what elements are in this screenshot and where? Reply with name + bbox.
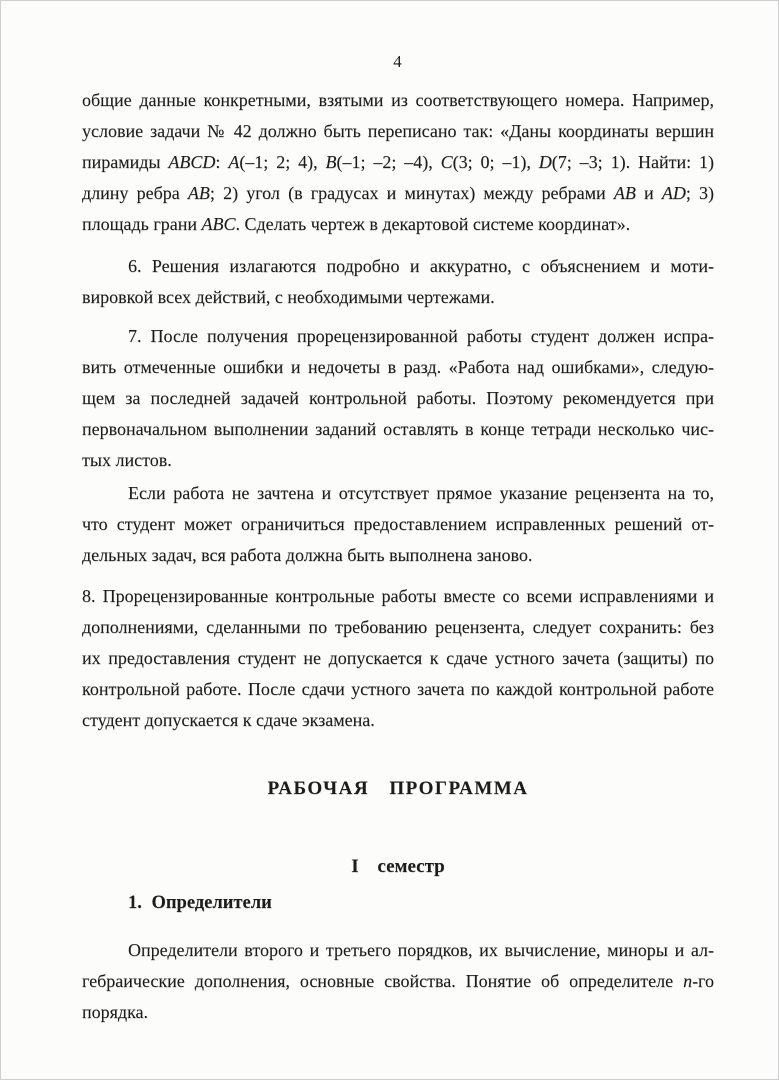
text-line: тых листов.: [82, 450, 172, 470]
text-line: 7. После получения прорецензированной работы студент должен испра-: [128, 326, 714, 346]
text-line: дополнениями, сделанными по требованию рецензента, следует сохранить: без: [82, 617, 714, 637]
paragraph-determinants-description: [82, 935, 714, 1028]
text-line: 6. Решения излагаются подробно и аккуратно, с объяснением и моти-: [128, 256, 714, 276]
text-line: дельных задач, вся работа должна быть выполнена заново.: [82, 545, 533, 565]
text-line: студент допускается к сдаче экзамена.: [82, 710, 375, 730]
text-line: что студент может ограничиться предоставлением исправленных решений от-: [82, 514, 714, 534]
text-line: 8. Прорецензированные контрольные работы вместе со всеми исправлениями и: [82, 586, 714, 606]
heading-semester-1: I семестр: [351, 856, 445, 877]
text-line: вировкой всех действий, с необходимыми чертежами.: [82, 287, 495, 307]
text-line: пирамиды ABCD: A(–1; 2; 4), B(–1; –2; –4), C(3; 0; –1), D(7; –3; 1). Найти: 1): [82, 152, 714, 172]
text-line: первоначальном выполнении заданий оставлять в конце тетради несколько чис-: [82, 419, 714, 439]
text-line: общие данные конкретными, взятыми из соответствующего номера. Например,: [82, 90, 714, 110]
heading-work-program: РАБОЧАЯ ПРОГРАММА: [267, 778, 529, 799]
text-line: вить отмеченные ошибки и недочеты в разд. «Работа над ошибками», следую-: [82, 357, 714, 377]
text-line: их предоставления студент не допускается к сдаче устного зачета (защиты) по: [82, 648, 714, 668]
text-line: контрольной работе. После сдачи устного зачета по каждой контрольной работе: [82, 679, 714, 699]
text-line: щем за последней задачей контрольной работы. Поэтому рекомендуется при: [82, 388, 714, 408]
paragraph-item-8: [82, 581, 714, 736]
paragraph-item-6: [82, 251, 714, 313]
heading-section-1-determinants: 1. Определители: [128, 893, 272, 913]
paragraph-intro-continuation: [82, 85, 714, 240]
text-line: длину ребра AB; 2) угол (в градусах и минутах) между ребрами AB и AD; 3): [82, 183, 714, 203]
paragraph-item-7: [82, 321, 714, 476]
text-line: гебраические дополнения, основные свойства. Понятие об определителе n-го: [82, 971, 714, 991]
text-line: порядка.: [82, 1002, 149, 1022]
text-line: условие задачи № 42 должно быть переписано так: «Даны координаты вершин: [82, 121, 714, 141]
text-line: Если работа не зачтена и отсутствует прямое указание рецензента на то,: [128, 483, 714, 503]
text-line: площадь грани ABC. Сделать чертеж в декартовой системе координат».: [82, 214, 631, 234]
paragraph-work-not-accepted: [82, 478, 714, 571]
page-number: 4: [393, 52, 403, 71]
text-line: Определители второго и третьего порядков, их вычисление, миноры и ал-: [128, 940, 714, 960]
document-text-block: [82, 85, 714, 1028]
